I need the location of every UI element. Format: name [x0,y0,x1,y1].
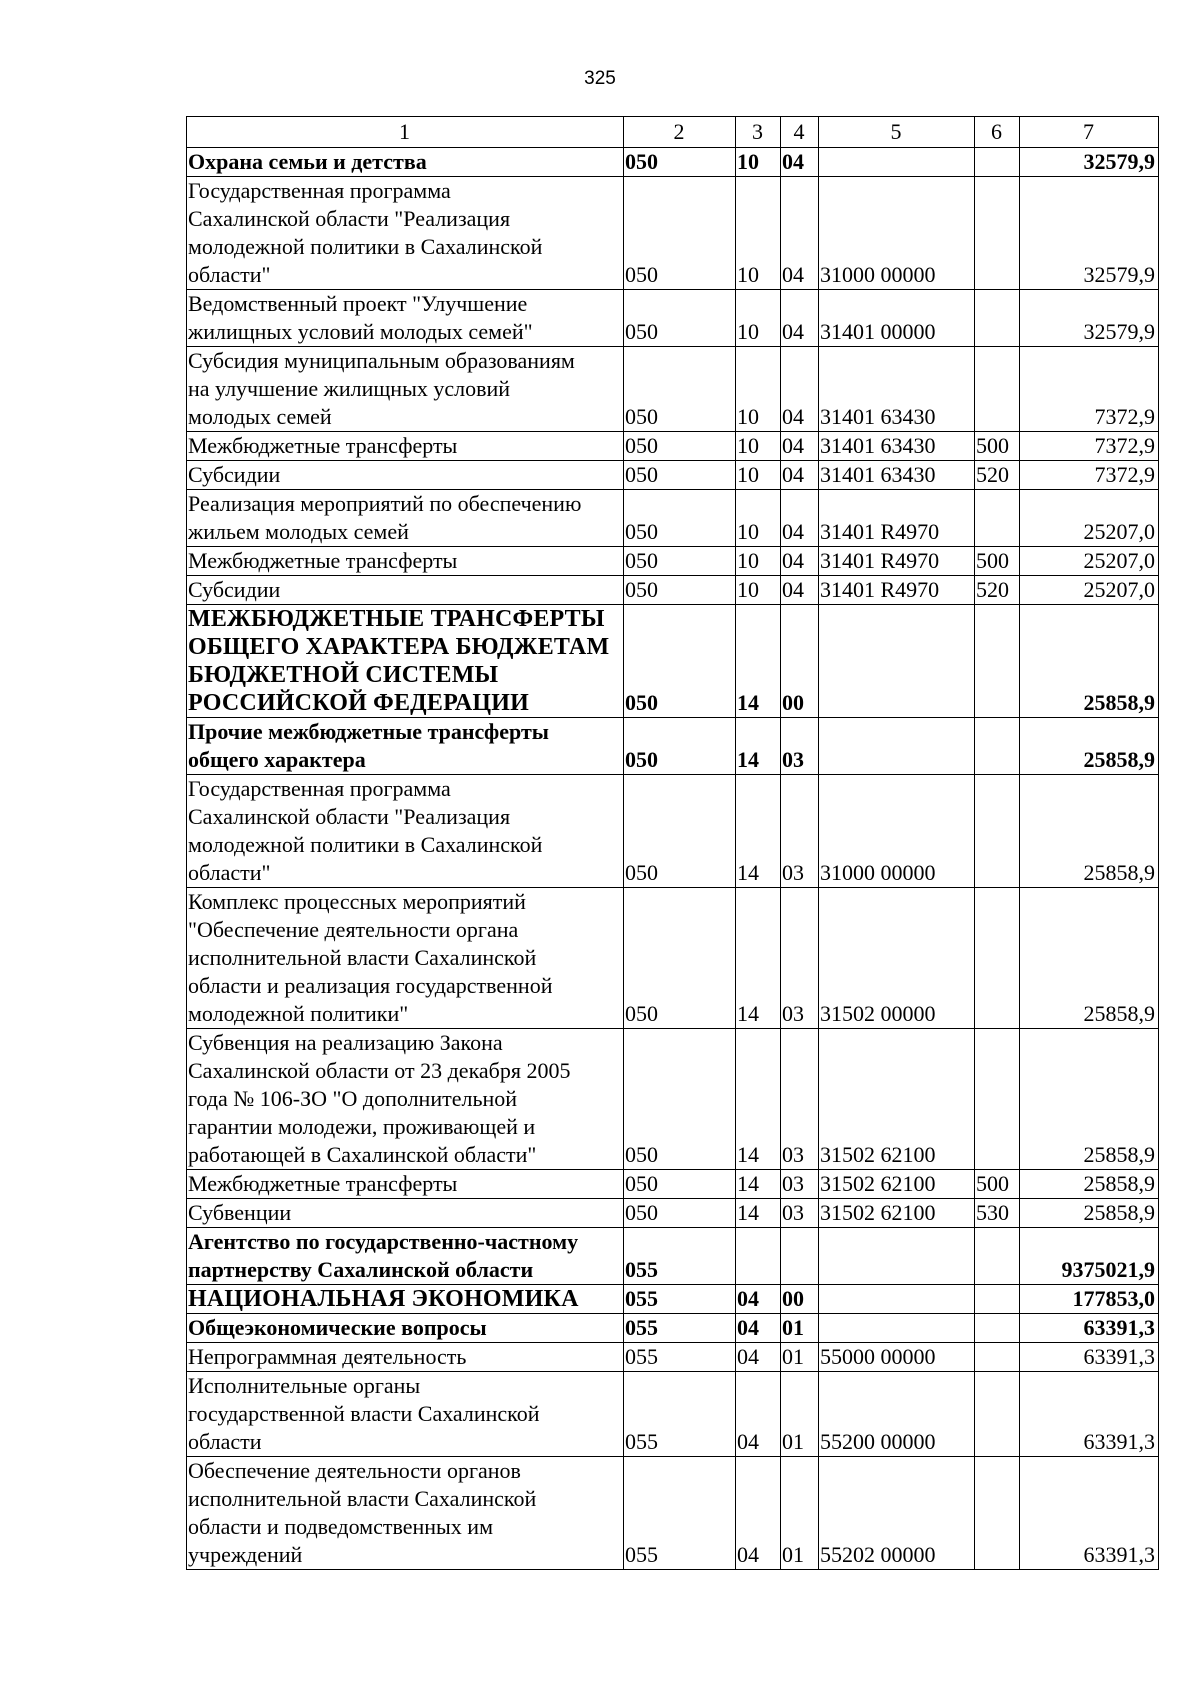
cell-name: Комплекс процессных мероприятий "Обеспечение деятельности органа исполнительной власти Сахалинской области и реализация государственной молодежной политики" [187,888,624,1029]
cell-amount: 7372,9 [1020,347,1159,432]
cell-target-article: 31401 63430 [819,461,975,490]
cell-expense-type [975,177,1020,290]
cell-target-article [819,1228,975,1285]
cell-section-code: 10 [736,177,781,290]
table-row [187,1228,1159,1285]
cell-department-code: 050 [624,1029,736,1170]
cell-amount: 7372,9 [1020,432,1159,461]
cell-name: Государственная программа Сахалинской области "Реализация молодежной политики в Сахалинской области" [187,775,624,888]
cell-expense-type [975,148,1020,177]
cell-amount: 25858,9 [1020,718,1159,775]
table-row [187,347,1159,432]
column-header: 5 [819,117,975,148]
cell-department-code: 050 [624,461,736,490]
cell-target-article: 31401 R4970 [819,490,975,547]
cell-amount: 25858,9 [1020,775,1159,888]
cell-subsection-code: 04 [781,177,819,290]
cell-expense-type [975,1228,1020,1285]
cell-department-code: 050 [624,177,736,290]
cell-target-article: 55000 00000 [819,1343,975,1372]
cell-name: Межбюджетные трансферты [187,432,624,461]
cell-name: Общеэкономические вопросы [187,1314,624,1343]
cell-target-article: 31401 R4970 [819,547,975,576]
cell-expense-type [975,775,1020,888]
cell-amount: 7372,9 [1020,461,1159,490]
cell-department-code: 050 [624,148,736,177]
cell-amount: 25858,9 [1020,888,1159,1029]
cell-expense-type: 530 [975,1199,1020,1228]
cell-target-article: 31502 62100 [819,1170,975,1199]
cell-amount: 25858,9 [1020,1029,1159,1170]
table-row [187,718,1159,775]
cell-amount: 63391,3 [1020,1457,1159,1570]
cell-expense-type [975,718,1020,775]
table-body [187,148,1159,1570]
cell-name: Государственная программа Сахалинской области "Реализация молодежной политики в Сахалинской области" [187,177,624,290]
cell-department-code: 050 [624,775,736,888]
cell-subsection-code: 04 [781,347,819,432]
cell-name: Ведомственный проект "Улучшение жилищных условий молодых семей" [187,290,624,347]
cell-subsection-code: 03 [781,1029,819,1170]
cell-subsection-code: 04 [781,290,819,347]
column-header: 6 [975,117,1020,148]
table-row [187,1457,1159,1570]
cell-amount: 9375021,9 [1020,1228,1159,1285]
cell-target-article [819,1285,975,1314]
table-row [187,1029,1159,1170]
cell-subsection-code: 03 [781,775,819,888]
cell-expense-type [975,888,1020,1029]
table-row [187,490,1159,547]
cell-section-code [736,1228,781,1285]
cell-target-article: 31401 63430 [819,347,975,432]
table-row [187,888,1159,1029]
cell-expense-type [975,290,1020,347]
cell-amount: 25858,9 [1020,1170,1159,1199]
cell-target-article [819,148,975,177]
cell-section-code: 04 [736,1343,781,1372]
cell-amount: 25207,0 [1020,547,1159,576]
table-row [187,1343,1159,1372]
cell-section-code: 04 [736,1372,781,1457]
table-row [187,290,1159,347]
cell-department-code: 055 [624,1372,736,1457]
column-header: 1 [187,117,624,148]
table-row [187,1372,1159,1457]
cell-section-code: 10 [736,490,781,547]
cell-target-article: 31000 00000 [819,775,975,888]
cell-name: Исполнительные органы государственной власти Сахалинской области [187,1372,624,1457]
cell-amount: 25858,9 [1020,1199,1159,1228]
cell-target-article: 31401 00000 [819,290,975,347]
table-row [187,1314,1159,1343]
cell-section-code: 14 [736,718,781,775]
column-header: 7 [1020,117,1159,148]
cell-subsection-code: 00 [781,1285,819,1314]
table-row [187,605,1159,718]
cell-subsection-code: 01 [781,1457,819,1570]
cell-name: Реализация мероприятий по обеспечению жильем молодых семей [187,490,624,547]
table-row [187,461,1159,490]
cell-name: Субвенция на реализацию Закона Сахалинской области от 23 декабря 2005 года № 106-ЗО "О дополнительной гарантии молодежи, проживающей и работающей в Сахалинской области" [187,1029,624,1170]
cell-section-code: 14 [736,1029,781,1170]
cell-name: Обеспечение деятельности органов исполнительной власти Сахалинской области и подведомственных им учреждений [187,1457,624,1570]
table-row [187,547,1159,576]
cell-subsection-code: 03 [781,1199,819,1228]
cell-subsection-code: 03 [781,888,819,1029]
cell-department-code: 050 [624,290,736,347]
cell-section-code: 10 [736,347,781,432]
cell-target-article: 31401 63430 [819,432,975,461]
cell-name: Субсидии [187,461,624,490]
cell-section-code: 10 [736,148,781,177]
cell-subsection-code: 04 [781,576,819,605]
cell-section-code: 10 [736,432,781,461]
cell-amount: 25858,9 [1020,605,1159,718]
cell-department-code: 050 [624,1170,736,1199]
cell-subsection-code: 01 [781,1372,819,1457]
cell-section-code: 04 [736,1457,781,1570]
table-row [187,177,1159,290]
cell-department-code: 050 [624,718,736,775]
cell-subsection-code: 01 [781,1343,819,1372]
cell-section-code: 14 [736,775,781,888]
cell-department-code: 050 [624,432,736,461]
cell-subsection-code: 04 [781,490,819,547]
cell-department-code: 055 [624,1285,736,1314]
cell-name: Субсидия муниципальным образованиям на улучшение жилищных условий молодых семей [187,347,624,432]
cell-subsection-code: 03 [781,1170,819,1199]
cell-name: Межбюджетные трансферты [187,1170,624,1199]
cell-expense-type: 520 [975,461,1020,490]
page-number: 325 [584,68,616,89]
cell-amount: 63391,3 [1020,1343,1159,1372]
cell-target-article [819,718,975,775]
cell-section-code: 14 [736,1199,781,1228]
cell-expense-type: 500 [975,1170,1020,1199]
table-row [187,1199,1159,1228]
cell-expense-type: 500 [975,432,1020,461]
cell-expense-type: 500 [975,547,1020,576]
cell-target-article: 31502 62100 [819,1199,975,1228]
cell-section-code: 04 [736,1285,781,1314]
cell-expense-type [975,1029,1020,1170]
cell-expense-type [975,347,1020,432]
cell-amount: 32579,9 [1020,148,1159,177]
cell-name: Агентство по государственно-частному партнерству Сахалинской области [187,1228,624,1285]
cell-subsection-code: 00 [781,605,819,718]
cell-department-code: 055 [624,1343,736,1372]
cell-expense-type [975,1372,1020,1457]
cell-amount: 25207,0 [1020,490,1159,547]
cell-name: Непрограммная деятельность [187,1343,624,1372]
cell-expense-type [975,1314,1020,1343]
cell-department-code: 055 [624,1314,736,1343]
column-header: 2 [624,117,736,148]
cell-department-code: 055 [624,1228,736,1285]
cell-subsection-code: 03 [781,718,819,775]
table-row [187,148,1159,177]
cell-department-code: 050 [624,547,736,576]
cell-department-code: 050 [624,1199,736,1228]
cell-expense-type [975,490,1020,547]
cell-name: Прочие межбюджетные трансферты общего характера [187,718,624,775]
cell-name: Межбюджетные трансферты [187,547,624,576]
cell-target-article: 55202 00000 [819,1457,975,1570]
table-row [187,1285,1159,1314]
table-row [187,576,1159,605]
cell-name: Субвенции [187,1199,624,1228]
budget-table [186,116,1159,1570]
cell-section-code: 10 [736,290,781,347]
cell-target-article: 31502 62100 [819,1029,975,1170]
cell-amount: 177853,0 [1020,1285,1159,1314]
cell-section-code: 10 [736,547,781,576]
cell-section-code: 04 [736,1314,781,1343]
cell-department-code: 050 [624,888,736,1029]
cell-expense-type [975,1343,1020,1372]
cell-amount: 25207,0 [1020,576,1159,605]
cell-section-code: 14 [736,605,781,718]
cell-department-code: 055 [624,1457,736,1570]
cell-department-code: 050 [624,605,736,718]
cell-amount: 32579,9 [1020,177,1159,290]
cell-amount: 63391,3 [1020,1314,1159,1343]
table-row [187,1170,1159,1199]
cell-expense-type [975,605,1020,718]
cell-target-article: 31401 R4970 [819,576,975,605]
cell-section-code: 10 [736,461,781,490]
cell-name: Субсидии [187,576,624,605]
cell-section-code: 10 [736,576,781,605]
cell-department-code: 050 [624,490,736,547]
cell-subsection-code: 04 [781,461,819,490]
cell-expense-type: 520 [975,576,1020,605]
cell-target-article [819,605,975,718]
cell-subsection-code: 04 [781,148,819,177]
cell-amount: 32579,9 [1020,290,1159,347]
cell-name: МЕЖБЮДЖЕТНЫЕ ТРАНСФЕРТЫ ОБЩЕГО ХАРАКТЕРА БЮДЖЕТАМ БЮДЖЕТНОЙ СИСТЕМЫ РОССИЙСКОЙ ФЕДЕРАЦИИ [187,605,624,718]
table-row [187,432,1159,461]
cell-expense-type [975,1285,1020,1314]
cell-subsection-code: 04 [781,547,819,576]
table-row [187,775,1159,888]
cell-target-article [819,1314,975,1343]
cell-department-code: 050 [624,576,736,605]
cell-subsection-code: 04 [781,432,819,461]
cell-subsection-code [781,1228,819,1285]
column-header: 3 [736,117,781,148]
column-header: 4 [781,117,819,148]
cell-name: НАЦИОНАЛЬНАЯ ЭКОНОМИКА [187,1285,624,1314]
header-row [187,117,1159,148]
cell-expense-type [975,1457,1020,1570]
cell-subsection-code: 01 [781,1314,819,1343]
cell-section-code: 14 [736,1170,781,1199]
cell-target-article: 55200 00000 [819,1372,975,1457]
cell-section-code: 14 [736,888,781,1029]
cell-target-article: 31000 00000 [819,177,975,290]
cell-target-article: 31502 00000 [819,888,975,1029]
cell-department-code: 050 [624,347,736,432]
cell-amount: 63391,3 [1020,1372,1159,1457]
cell-name: Охрана семьи и детства [187,148,624,177]
